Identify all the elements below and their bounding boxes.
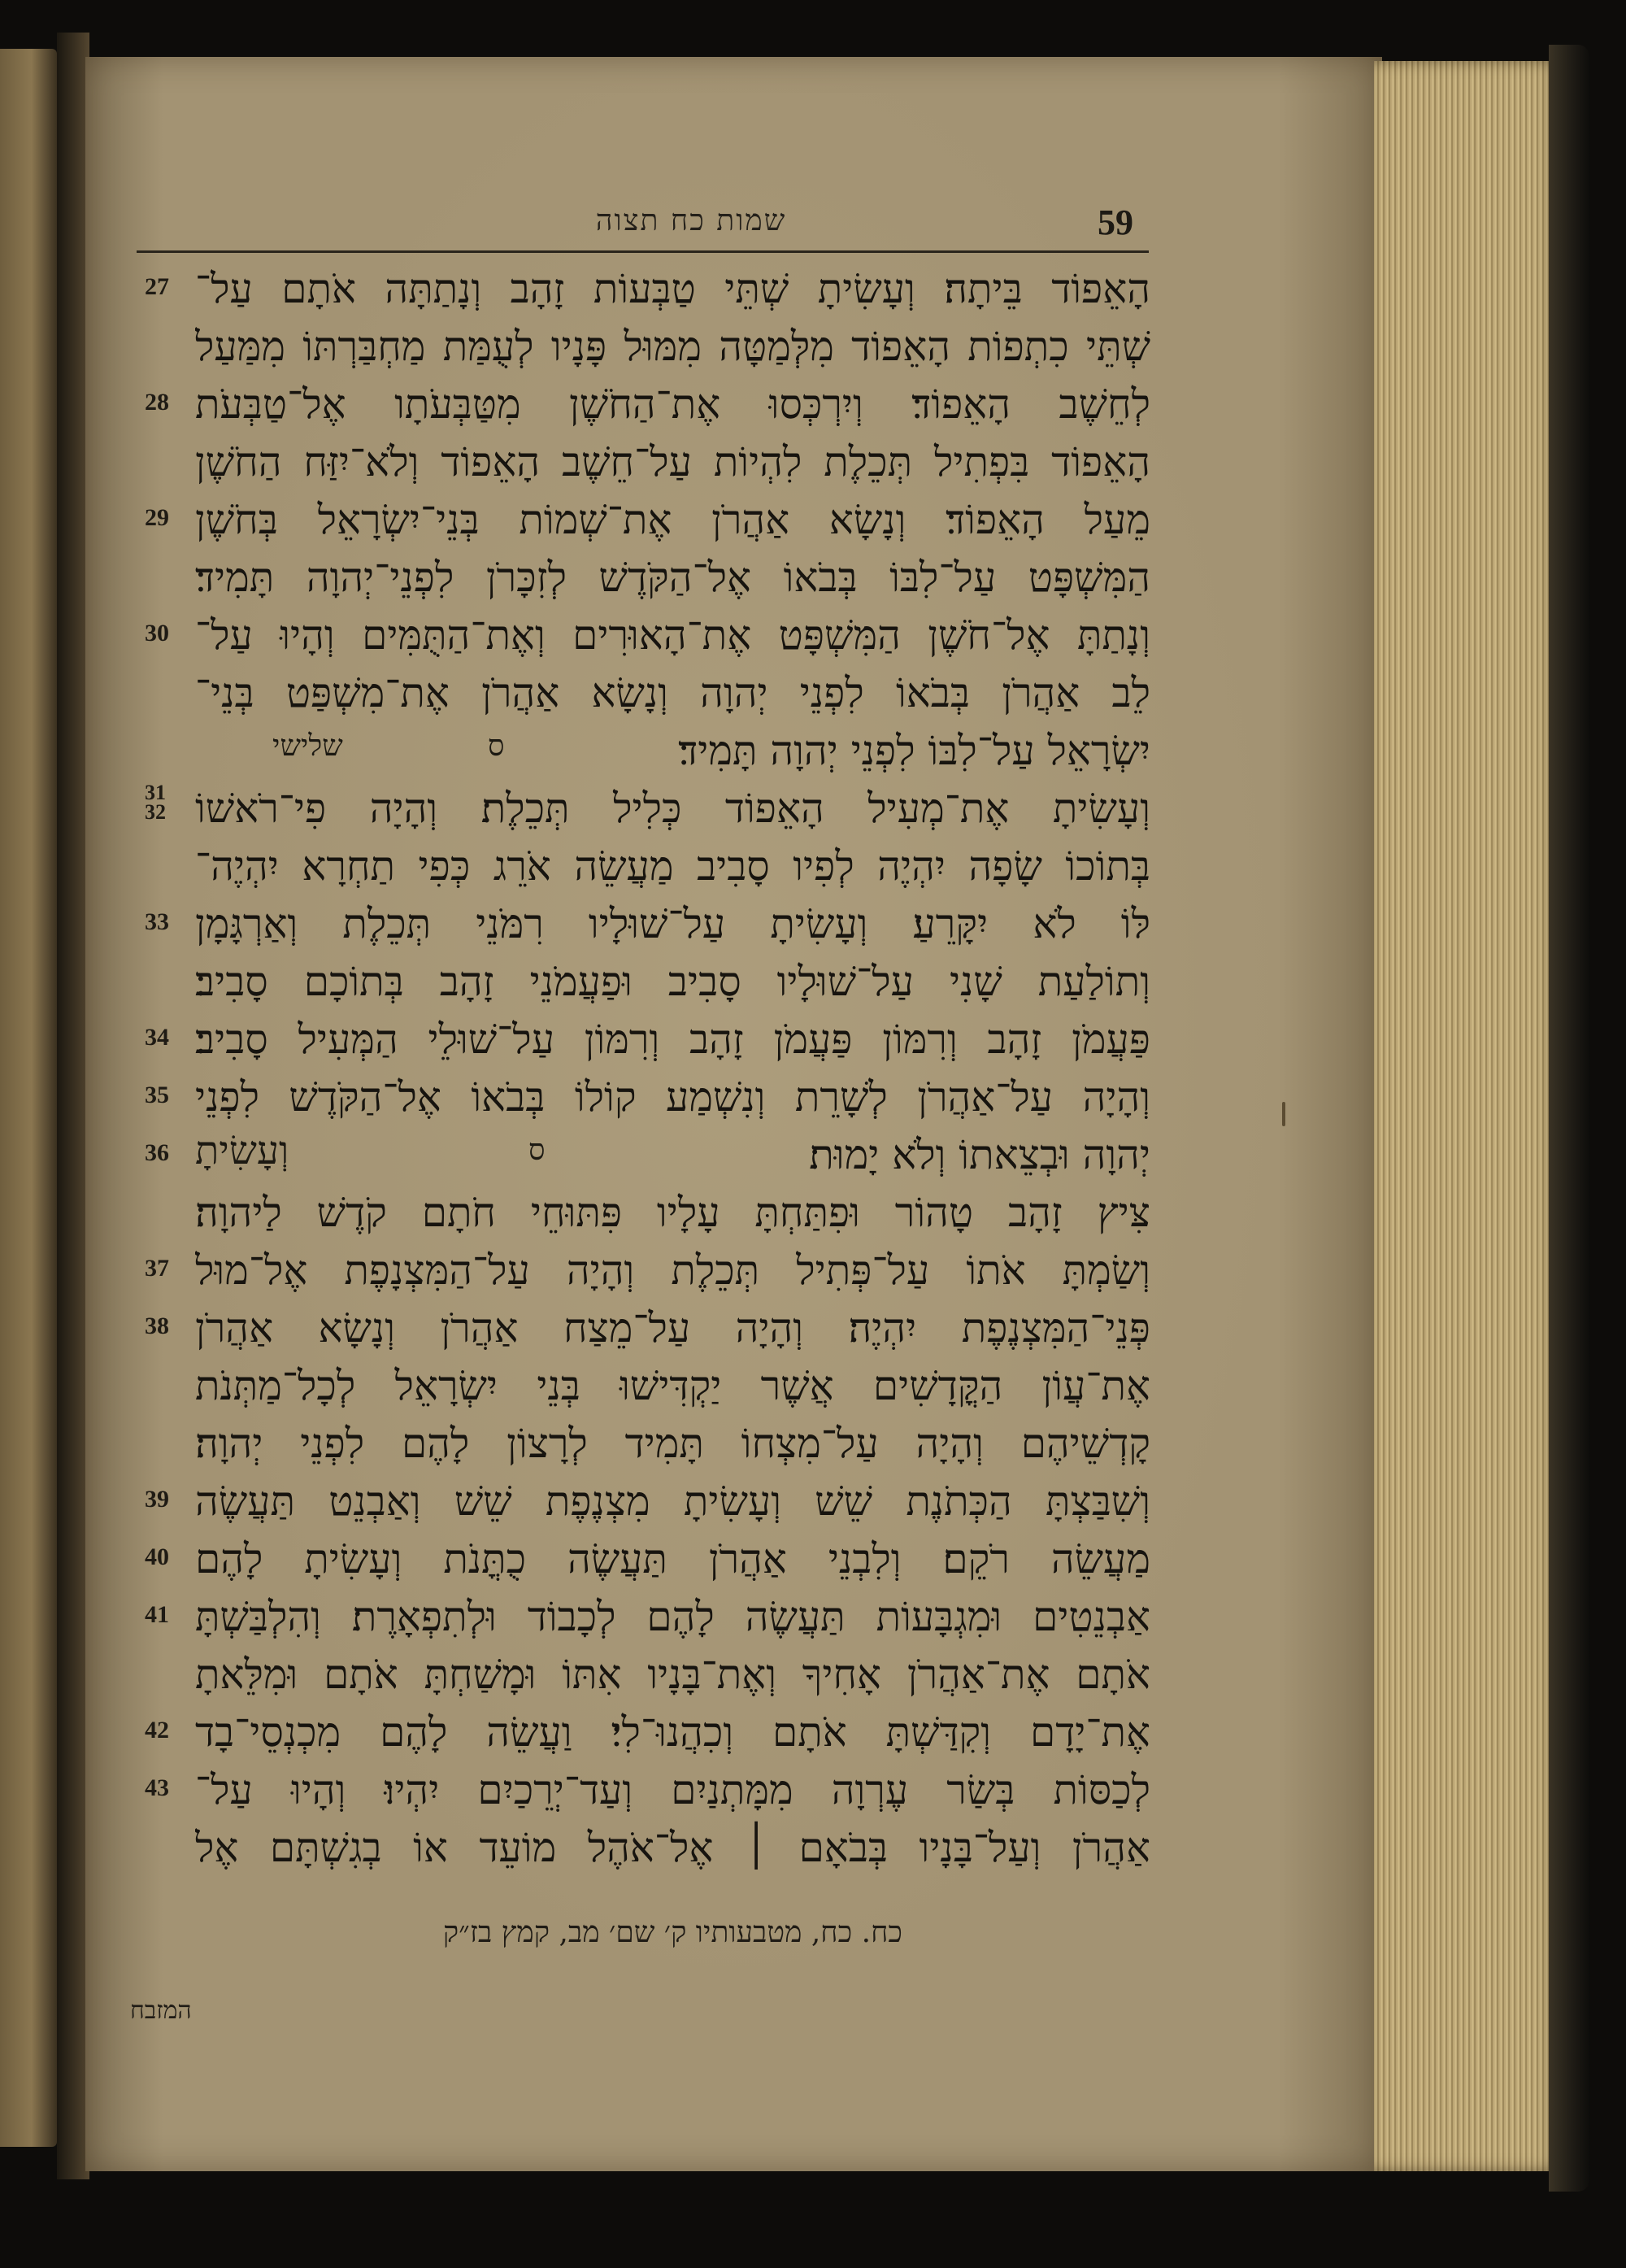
hebrew-line-text: שְׁתֵּי כִתְפוֹת הָאֵפוֹד מִלְּמַטָּה מִמּוּל פָּנָיו לְעֻמַּת מַחְבַּרְתּוֹ מִמַּעַל [195, 323, 1150, 370]
hebrew-line-text: יְהוָה וּבְצֵאתוֹ וְלֹא יָמוּת׃ [809, 1131, 1150, 1178]
hebrew-line-text: וְעָשִׂיתָ אֶת־מְעִיל הָאֵפוֹד כְּלִיל תְּכֵלֶת׃ וְהָיָה פִי־רֹאשׁוֹ [195, 785, 1150, 832]
verse-number: 43 [145, 1774, 169, 1801]
hebrew-line-text: הַמִּשְׁפָּט עַל־לִבּוֹ בְּבֹאוֹ אֶל־הַקֹּדֶשׁ לְזִכָּרֹן לִפְנֵי־יְהוָה תָּמִיד׃ [195, 554, 1150, 601]
verse-number: 33 [145, 908, 169, 935]
verse-number: 36 [145, 1139, 169, 1166]
verse-number: 40 [145, 1543, 169, 1570]
text-line [138, 491, 1150, 549]
text-line [138, 1299, 1150, 1357]
hebrew-line-text: לְחֵשֶׁב הָאֵפוֹד׃ וְיִרְכְּסוּ אֶת־הַחֹשֶׁן מִטַּבְּעֹתָו אֶל־טַבְּעֹת [195, 381, 1150, 428]
book-gutter [57, 33, 89, 2179]
hebrew-line-text: לֵב אַהֲרֹן בְּבֹאוֹ לִפְנֵי יְהוָה וְנָשָׂא אַהֲרֹן אֶת־מִשְׁפַּט בְּנֵי־ [195, 669, 1150, 716]
masoretic-footnote: כח. כח, מטבעותיו ק׳ שם׳ מב, קמץ בז״ק [442, 1916, 902, 1949]
hebrew-line-text: פַּעֲמֹן זָהָב וְרִמּוֹן פַּעֲמֹן זָהָב וְרִמּוֹן עַל־שׁוּלֵי הַמְּעִיל סָבִיב׃ [195, 1016, 1150, 1063]
page-edges [1374, 61, 1561, 2171]
text-line [138, 1126, 1150, 1184]
header-rule [137, 250, 1149, 253]
verse-number: 34 [145, 1024, 169, 1051]
text-line [138, 1415, 1150, 1473]
line-end-word: וְעָשִׂיתָ [195, 1128, 289, 1173]
text-line [138, 549, 1150, 607]
hebrew-line-text: פְּנֵי־הַמִּצְנֶפֶת יִהְיֶה׃ וְהָיָה עַל־מֵצַח אַהֲרֹן וְנָשָׂא אַהֲרֹן [195, 1304, 1150, 1352]
text-line [138, 1819, 1150, 1877]
hebrew-line-text: אֶת־יָדָם וְקִדַּשְׁתָּ אֹתָם וְכִהֲנוּ־לִי׃ וַעֲשֵׂה לָהֶם מִכְנְסֵי־בָד [195, 1709, 1150, 1756]
facing-page-edge [0, 49, 57, 2147]
text-line [138, 1011, 1150, 1069]
text-line [138, 1242, 1150, 1299]
hebrew-line-text: אַהֲרֹן וְעַל־בָּנָיו בְּבֹאָם ׀ אֶל־אֹהֶל מוֹעֵד אוֹ בְגִשְׁתָּם אֶל [195, 1824, 1150, 1871]
verse-number: 38 [145, 1312, 169, 1339]
text-line [138, 1530, 1150, 1588]
hebrew-line-text: מֵעַל הָאֵפוֹד׃ וְנָשָׂא אַהֲרֹן אֶת־שְׁמוֹת בְּנֵי־יִשְׂרָאֵל בְּחֹשֶׁן [195, 496, 1150, 543]
page-number: 59 [1098, 202, 1133, 242]
text-line [138, 1761, 1150, 1819]
hebrew-line-text: וְנָתַתָּ אֶל־חֹשֶׁן הַמִּשְׁפָּט אֶת־הָאוּרִים וְאֶת־הַתֻּמִּים וְהָיוּ עַל־ [195, 612, 1150, 659]
verse-number: 39 [145, 1486, 169, 1513]
hebrew-line-text: וְהָיָה עַל־אַהֲרֹן לְשָׁרֵת וְנִשְׁמַע קוֹלוֹ בְּבֹאוֹ אֶל־הַקֹּדֶשׁ לִפְנֵי [195, 1073, 1150, 1121]
hebrew-line-text: וְשַׂמְתָּ אֹתוֹ עַל־פְּתִיל תְּכֵלֶת וְהָיָה עַל־הַמִּצְנָפֶת אֶל־מוּל [195, 1247, 1150, 1294]
text-line [138, 1473, 1150, 1530]
setuma-marker: ס [528, 1134, 546, 1167]
text-line [138, 1588, 1150, 1646]
hebrew-line-text: וְתוֹלַעַת שָׁנִי עַל־שׁוּלָיו סָבִיב וּפַעֲמֹנֵי זָהָב בְּתוֹכָם סָבִיב׃ [195, 958, 1150, 1005]
text-line [138, 1184, 1150, 1242]
verse-number: 29 [145, 504, 169, 531]
text-line [138, 1646, 1150, 1704]
text-line [138, 1704, 1150, 1761]
hebrew-line-text: אֹתָם אֶת־אַהֲרֹן אָחִיךָ וְאֶת־בָּנָיו אִתּוֹ וּמָשַׁחְתָּ אֹתָם וּמִלֵּאתָ [195, 1651, 1150, 1698]
hebrew-line-text: לְכַסּוֹת בְּשַׂר עֶרְוָה מִמָּתְנַיִם וְעַד־יְרֵכַיִם יִהְיוּ׃ וְהָיוּ עַל־ [195, 1766, 1150, 1813]
hebrew-line-text: אַבְנֵטִים וּמִגְבָּעוֹת תַּעֲשֶׂה לָהֶם לְכָבוֹד וּלְתִפְאָרֶת׃ וְהִלְבַּשְׁתָּ [195, 1593, 1150, 1640]
text-line [138, 260, 1150, 318]
hebrew-line-text: וְשִׁבַּצְתָּ הַכְּתֹנֶת שֵׁשׁ וְעָשִׂיתָ מִצְנֶפֶת שֵׁשׁ וְאַבְנֵט תַּעֲשֶׂה [195, 1478, 1150, 1525]
text-line [138, 780, 1150, 838]
text-line [138, 433, 1150, 491]
hebrew-line-text: צִּיץ זָהָב טָהוֹר וּפִתַּחְתָּ עָלָיו פִּתּוּחֵי חֹתָם קֹדֶשׁ לַיהוָה׃ [195, 1189, 1150, 1236]
verse-number: 31 32 [145, 781, 166, 824]
hebrew-line-text: לּוֹ לֹא יִקָּרֵעַ׃ וְעָשִׂיתָ עַל־שׁוּלָיו רִמֹּנֵי תְּכֵלֶת וְאַרְגָּמָן [195, 900, 1150, 947]
text-line [138, 664, 1150, 722]
verse-number: 41 [145, 1601, 169, 1628]
hebrew-line-text: יִשְׂרָאֵל עַל־לִבּוֹ לִפְנֵי יְהוָה תָּמִיד׃ [678, 727, 1150, 774]
setuma-marker: ס [488, 729, 505, 763]
text-line [138, 318, 1150, 376]
hebrew-line-text: מַעֲשֵׂה רֹקֵם׃ וְלִבְנֵי אַהֲרֹן תַּעֲשֶׂה כֻתֳּנֹת וְעָשִׂיתָ לָהֶם [195, 1535, 1150, 1582]
text-line [138, 1069, 1150, 1126]
text-line [138, 376, 1150, 433]
scripture-text [138, 260, 1150, 1877]
book-cover-edge [1549, 45, 1589, 2192]
verse-number: 30 [145, 620, 169, 646]
running-title: שמות כח תצוה [595, 204, 787, 237]
margin-mark [1282, 1102, 1285, 1126]
verse-number: 42 [145, 1717, 169, 1743]
verse-number: 37 [145, 1255, 169, 1282]
verse-number: 28 [145, 389, 169, 416]
aliyah-marker: שלישי [272, 729, 343, 763]
verse-number: 27 [145, 273, 169, 300]
text-line [138, 953, 1150, 1011]
hebrew-line-text: קָדְשֵׁיהֶם וְהָיָה עַל־מִצְחוֹ תָּמִיד לְרָצוֹן לָהֶם לִפְנֵי יְהוָה׃ [195, 1420, 1150, 1467]
text-line [138, 895, 1150, 953]
text-line [138, 607, 1150, 664]
verse-number: 35 [145, 1082, 169, 1108]
hebrew-line-text: הָאֵפוֹד בִּפְתִיל תְּכֵלֶת לִהְיוֹת עַל־חֵשֶׁב הָאֵפוֹד וְלֹא־יִזַּח הַחֹשֶׁן [195, 438, 1150, 485]
hebrew-line-text: בְּתוֹכוֹ שָׂפָה יִהְיֶה לְפִיו סָבִיב מַעֲשֵׂה אֹרֵג כְּפִי תַחְרָא יִהְיֶה־ [195, 842, 1150, 890]
text-line [138, 722, 1150, 780]
catchword: המזבח [130, 1996, 192, 2025]
text-line [138, 1357, 1150, 1415]
running-head [138, 195, 1146, 252]
hebrew-line-text: הָאֵפוֹד בֵּיתָה׃ וְעָשִׂיתָ שְׁתֵּי טַבְּעוֹת זָהָב וְנָתַתָּה אֹתָם עַל־ [195, 265, 1150, 312]
text-line [138, 838, 1150, 895]
hebrew-line-text: אֶת־עֲוֹן הַקֳּדָשִׁים אֲשֶׁר יַקְדִּישׁוּ בְּנֵי יִשְׂרָאֵל לְכָל־מַתְּנֹת [195, 1362, 1150, 1409]
